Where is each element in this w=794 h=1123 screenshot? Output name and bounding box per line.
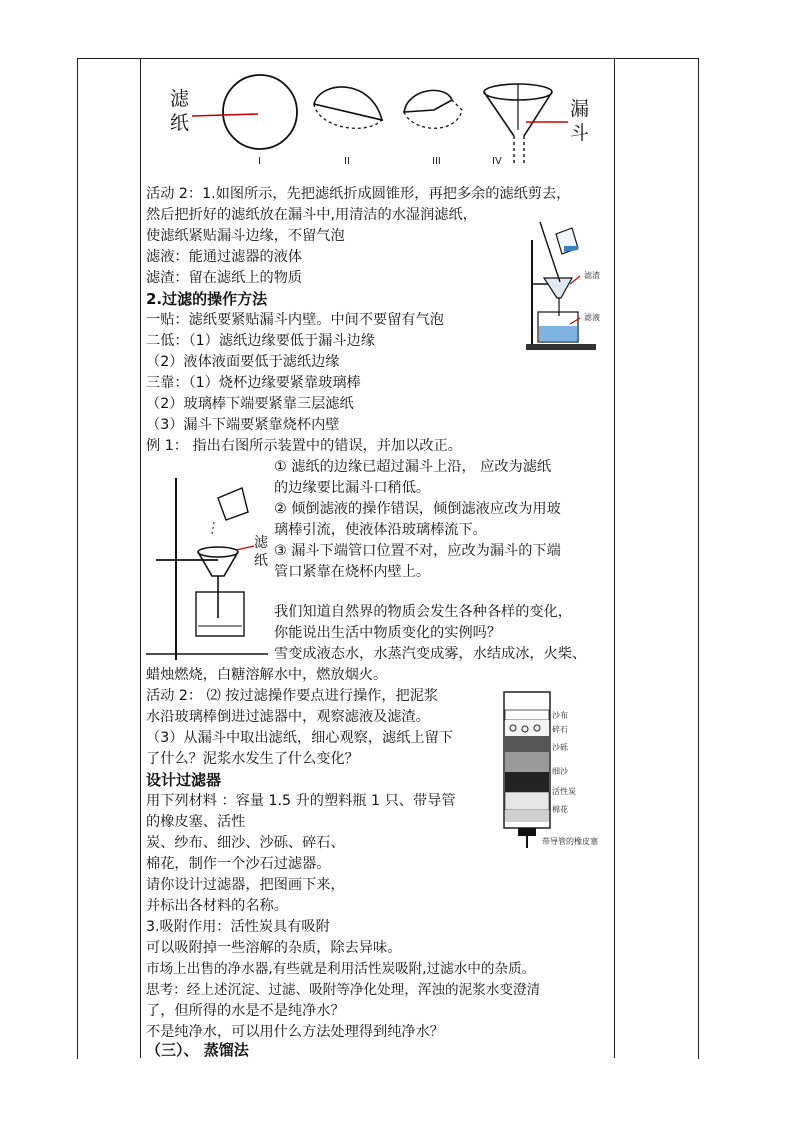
column-divider-right [614, 58, 615, 1058]
text-line: 棉花，制作一个沙石过滤器。 [146, 856, 331, 872]
text-line: 的橡皮塞、活性 [146, 814, 246, 830]
text-line: 思考：经上述沉淀、过滤、吸附等净化处理，浑浊的泥浆水变澄清 [146, 982, 541, 998]
filter-folding-figure [146, 70, 612, 180]
text-line: 可以吸附掉一些溶解的杂质，除去异味。 [146, 940, 402, 956]
text-line: 一贴：滤纸要紧贴漏斗内壁。中间不要留有气泡 [146, 312, 444, 328]
text-line: 然后把折好的滤纸放在漏斗中,用清洁的水湿润滤纸， [146, 207, 477, 223]
text-line: 活动 2： ⑵ 按过滤操作要点进行操作，把泥浆 [146, 688, 439, 704]
text-line: 炭、纱布、细沙、沙砾、碎石、 [146, 835, 345, 851]
section-heading: 设计过滤器 [146, 771, 222, 789]
text-line: 了什么？泥浆水发生了什么变化？ [146, 751, 359, 767]
text-line: 用下列材料 ：容量 1.5 升的塑料瓶 1 只、带导管 [146, 793, 456, 809]
text-line: 蜡烛燃烧，白糖溶解水中，燃放烟火。 [146, 667, 388, 683]
text-line: 使滤纸紧贴漏斗边缘，不留气泡 [146, 228, 345, 244]
section-heading: 2.过滤的操作方法 [146, 290, 268, 308]
text-line: 3.吸附作用：活性炭具有吸附 [146, 919, 330, 935]
filter-layer-charcoal: 活性炭 [552, 787, 576, 796]
text-line: ② 倾倒滤液的操作错误，倾倒滤液应改为用玻 [274, 501, 561, 517]
filter-stopper-label: 带导管的橡皮塞 [542, 837, 598, 846]
text-line: 不是纯净水，可以用什么方法处理得到纯净水？ [146, 1024, 444, 1040]
text-line: 二低：（1）滤纸边缘要低于漏斗边缘 [146, 333, 375, 349]
filter-layer-gravel: 碎石 [552, 725, 568, 734]
section-heading: （三）、 蒸馏法 [146, 1041, 249, 1059]
text-line: 请你设计过滤器，把图画下来， [146, 877, 345, 893]
text-line: 管口紧靠在烧杯内壁上。 [274, 564, 431, 580]
column-divider-left [140, 58, 141, 1058]
text-line: 你能说出生活中物质变化的实例吗？ [274, 625, 502, 641]
example-apparatus-figure [146, 458, 272, 664]
text-line: 雪变成液态水，水蒸汽变成雾，水结成冰，火柴、 [274, 646, 587, 662]
text-line: （3）漏斗下端要紧靠烧杯内壁 [146, 417, 340, 433]
roman-numeral-1: I [258, 156, 261, 167]
example-label-2: 纸 [254, 553, 268, 569]
roman-numeral-2: II [344, 156, 350, 167]
figure-label-funnel-2: 斗 [570, 122, 590, 144]
label-filtrate: 滤液 [584, 313, 600, 322]
text-line: 的边缘要比漏斗口稍低。 [274, 480, 431, 496]
filter-layer-cotton: 棉花 [552, 805, 568, 814]
filtration-setup-drawing [520, 220, 612, 354]
figure-label-filter-paper-1: 滤 [170, 88, 190, 110]
roman-numeral-4: IV [492, 156, 502, 167]
text-line: 滤液：能通过滤器的液体 [146, 249, 303, 265]
label-residue: 滤渣 [584, 271, 600, 280]
text-line: 滤渣：留在滤纸上的物质 [146, 270, 303, 286]
text-line: （3）从漏斗中取出滤纸，细心观察，滤纸上留下 [146, 730, 453, 746]
text-line: 三靠：（1）烧杯边缘要紧靠玻璃棒 [146, 375, 361, 391]
text-line: 并标出各材料的名称。 [146, 898, 288, 914]
text-line: 璃棒引流，使液体沿玻璃棒流下。 [274, 522, 487, 538]
text-line: ① 滤纸的边缘已超过漏斗上沿， 应改为滤纸 [274, 459, 552, 475]
text-line: 了，但所得的水是不是纯净水？ [146, 1003, 345, 1019]
text-line: （2）液体液面要低于滤纸边缘 [146, 354, 340, 370]
example-label-1: 滤 [254, 535, 268, 551]
figure-label-filter-paper-2: 纸 [170, 112, 190, 134]
text-line: 例 1： 指出右图所示装置中的错误，并加以改正。 [146, 438, 462, 454]
sand-filter-figure [498, 690, 612, 850]
text-line: 活动 2：1.如图所示，先把滤纸折成圆锥形，再把多余的滤纸剪去， [146, 186, 571, 202]
filtration-setup-figure [520, 220, 612, 354]
filter-layer-fine-sand: 细沙 [552, 767, 568, 776]
text-line: （2）玻璃棒下端要紧靠三层滤纸 [146, 396, 354, 412]
figure-label-funnel-1: 漏 [570, 98, 590, 120]
roman-numeral-3: III [432, 156, 441, 167]
text-line: 我们知道自然界的物质会发生各种各样的变化， [274, 604, 572, 620]
content-cell [146, 58, 612, 1058]
text-line: ③ 漏斗下端管口位置不对，应改为漏斗的下端 [274, 543, 561, 559]
text-line: 市场上出售的净水器,有些就是利用活性炭吸附,过滤水中的杂质。 [146, 961, 536, 977]
filter-layer-gauze: 沙布 [552, 711, 568, 720]
filter-layer-pebbles: 沙砾 [552, 743, 568, 752]
text-line: 水沿玻璃棒倒进过滤器中，观察滤液及滤渣。 [146, 709, 430, 725]
filter-folding-drawing [146, 70, 612, 180]
